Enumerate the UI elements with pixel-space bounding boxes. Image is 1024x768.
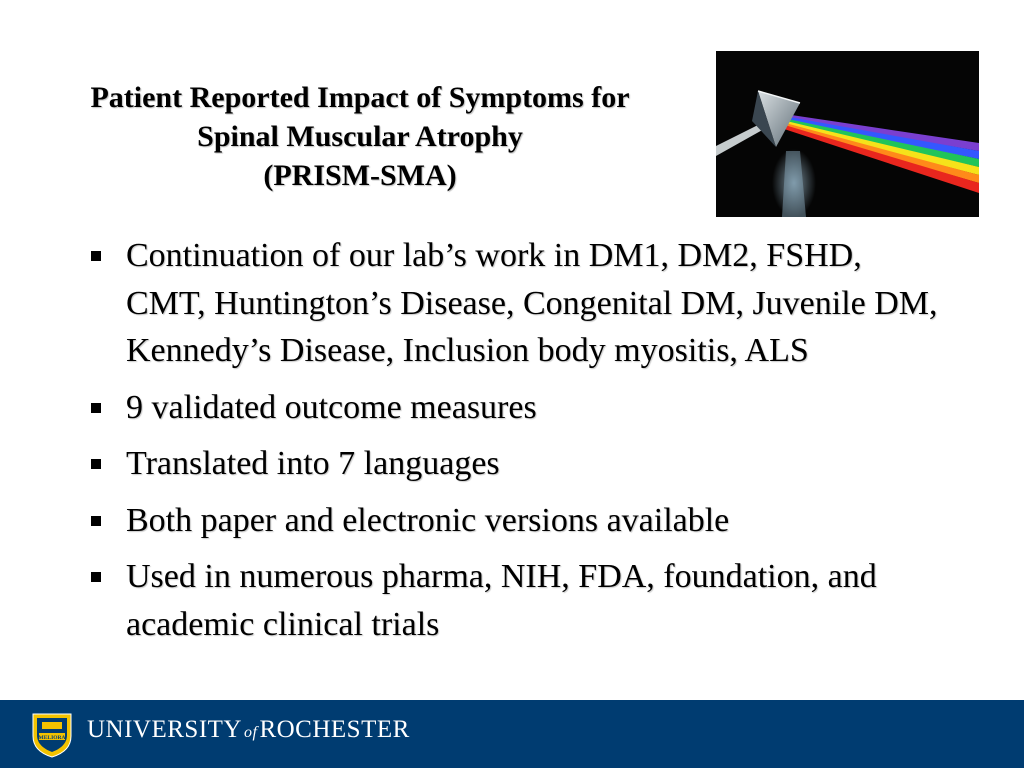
svg-text:MELIORA: MELIORA [38,735,66,741]
list-item [88,497,938,545]
title-line-1: Patient Reported Impact of Symptoms for [90,81,630,114]
square-bullet-icon [91,516,101,526]
list-item [88,440,938,488]
square-bullet-icon [91,251,101,261]
bullet-text: Translated into 7 languages [126,445,500,482]
list-item [88,384,938,432]
square-bullet-icon [91,459,101,469]
square-bullet-icon [91,403,101,413]
title-line-2: Spinal Muscular Atrophy [197,120,523,153]
wordmark-of: of [244,724,258,741]
title-line-3: (PRISM-SMA) [263,159,457,192]
wordmark-rochester: ROCHESTER [259,716,410,743]
bullet-text: Both paper and electronic versions available [126,501,730,539]
slide-title [40,78,680,195]
wordmark-university: UNIVERSITY [87,716,242,743]
bullet-text: Continuation of our lab’s work in DM1, DM2, FSHD, CMT, Huntington’s Disease, Congenital DM, Juvenile DM, Kennedy’s Disease, Inclusion body myositis, ALS [126,237,938,369]
bullet-list [88,232,938,657]
university-seal-icon [30,710,74,758]
bullet-text: 9 validated outcome measures [126,388,537,426]
square-bullet-icon [91,572,101,582]
footer-bar [0,700,1024,768]
prism-rainbow-image [716,51,979,217]
list-item [88,553,938,648]
bullet-text: Used in numerous pharma, NIH, FDA, foundation, and academic clinical trials [126,558,877,643]
list-item [88,232,938,375]
university-wordmark [87,716,410,744]
